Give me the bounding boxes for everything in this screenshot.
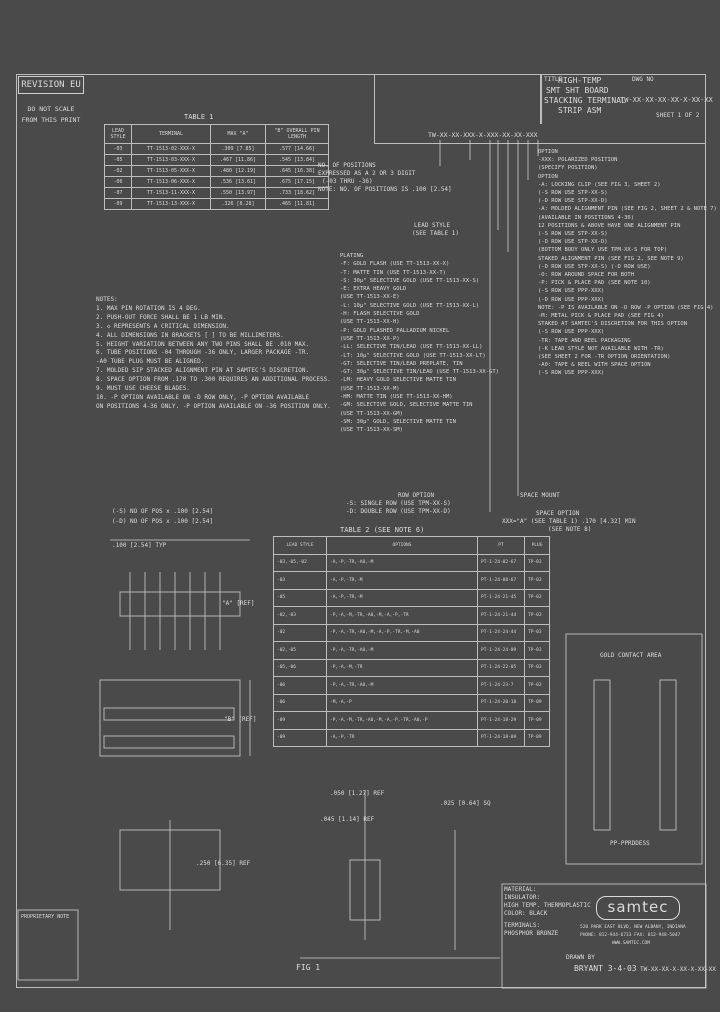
plating-line: PLATING bbox=[340, 253, 364, 259]
table2-cell: PT-1-24-21-44 bbox=[478, 607, 525, 625]
plating-line: -F: GOLD FLASH (USE TT-1513-XX-X) bbox=[340, 261, 450, 268]
table1-cell: -09 bbox=[105, 199, 132, 210]
table2-cell: -P,-A,-TR,-A0,-M bbox=[327, 642, 478, 660]
plating-line: -HM: MATTE TIN (USE TT-1513-XX-HM) bbox=[340, 394, 453, 401]
table2-cell: PT-1-24-18-09 bbox=[478, 729, 525, 747]
lead-style-callout-2: (SEE TABLE 1) bbox=[412, 230, 459, 237]
table1-cell: -02 bbox=[105, 166, 132, 177]
table2-cell: PT-1-24-23-7 bbox=[478, 677, 525, 695]
option-line: (-D ROW USE STP-XX-S) (-D ROW USE) bbox=[538, 263, 651, 270]
sheet-number: SHEET 1 OF 2 bbox=[656, 112, 700, 119]
table1-cell: -03 bbox=[105, 144, 132, 155]
plating-line: (USE TT-1513-XX-P) bbox=[340, 335, 400, 342]
dim-top-2: (-D) NO OF POS x .100 [2.54] bbox=[112, 518, 214, 525]
note-line: NOTES: bbox=[96, 296, 118, 303]
space-mount-label: SPACE MOUNT bbox=[520, 492, 560, 499]
note-line: ON POSITIONS 4-36 ONLY. -P OPTION AVAILABLE ON -36 POSITION ONLY. bbox=[96, 402, 331, 410]
plating-line: -S: 30µ" SELECTIVE GOLD (USE TT-1513-XX-S) bbox=[340, 277, 480, 284]
plating-line: -P: GOLD FLASHED PALLADIUM NICKEL bbox=[340, 327, 450, 334]
company-address: 520 PARK EAST BLVD, NEW ALBANY, INDIANA bbox=[580, 925, 686, 930]
option-line: OPTION bbox=[538, 149, 558, 155]
row-option-1: ROW OPTION bbox=[398, 492, 435, 499]
revision-label: REVISION EU bbox=[18, 76, 84, 94]
dim-top-3: .100 [2.54] TYP bbox=[112, 542, 167, 549]
table2-cell: PT-1-24-24-09 bbox=[478, 642, 525, 660]
plating-line: (USE TT-1513-XX-GM) bbox=[340, 410, 403, 417]
space-option-1: SPACE OPTION bbox=[536, 510, 580, 517]
table1-cell: .550 [13.97] bbox=[211, 188, 266, 199]
option-line: (-S ROW USE STP-XX-S) bbox=[538, 231, 608, 238]
title-line-1: HIGH-TEMP bbox=[558, 76, 602, 85]
detail-box bbox=[566, 634, 702, 864]
note-line: 4. ALL DIMENSIONS IN BRACKETS [ ] TO BE MILLIMETERS. bbox=[96, 331, 284, 339]
table2-cell: PT-1-24-21-45 bbox=[478, 589, 525, 607]
table1-cell: .465 [11.81] bbox=[266, 199, 329, 210]
option-line: (-S ROW USE PPP-XXX) bbox=[538, 329, 605, 336]
table1-cell: -07 bbox=[105, 188, 132, 199]
positions-callout-1: NO. OF POSITIONS bbox=[318, 162, 376, 169]
drawn-by-label: DRAWN BY bbox=[566, 954, 595, 961]
table2-header: LEAD STYLE bbox=[274, 537, 327, 555]
table2-cell: -02,-03 bbox=[274, 607, 327, 625]
table2-cell: -P,-A,-TR,-A0,-M,-A,-P,-TR,-M,-A0 bbox=[327, 624, 478, 642]
table1-cell: .467 [11.86] bbox=[211, 155, 266, 166]
do-not-scale-line-1: DO NOT SCALE bbox=[27, 105, 75, 113]
material-4: COLOR: BLACK bbox=[504, 910, 548, 917]
note-line: -A0 TUBE PLUG MUST BE ALIGNED. bbox=[96, 358, 205, 366]
side-dim-1: .050 [1.27] REF bbox=[330, 790, 385, 797]
table1-cell: .545 [13.84] bbox=[266, 155, 329, 166]
table1-cell: .577 [14.66] bbox=[266, 144, 329, 155]
option-line: (-K LEAD STYLE NOT AVAILABLE WITH -TR) bbox=[538, 345, 664, 352]
option-line: OPTION bbox=[538, 173, 558, 180]
option-line: (-S ROW USE PPP-XXX) bbox=[538, 288, 605, 295]
table2-cell: -M,-A,-P bbox=[327, 694, 478, 712]
table1-cell: .733 [18.62] bbox=[266, 188, 329, 199]
table1-cell: TT-1513-03-XXX-X bbox=[132, 155, 211, 166]
table2-cell: -05 bbox=[274, 589, 327, 607]
note-line: 5. HEIGHT VARIATION BETWEEN ANY TWO PINS SHALL BE .010 MAX. bbox=[96, 340, 310, 348]
row-option-2: -S: SINGLE ROW (USE TPM-XX-S) bbox=[346, 500, 451, 507]
table1-cell: TT-1513-13-XXX-X bbox=[132, 199, 211, 210]
table2-header: PT bbox=[478, 537, 525, 555]
table2-cell: -02,-05 bbox=[274, 642, 327, 660]
option-line: (-D ROW USE STP-XX-D) bbox=[538, 198, 608, 205]
table2-cell: TP-03 bbox=[525, 642, 550, 660]
table2-cell: -06 bbox=[274, 677, 327, 695]
table2-cell: PT-1-24-22-05 bbox=[478, 659, 525, 677]
title-line-2: SMT SHT BOARD bbox=[546, 86, 609, 95]
option-line: -O: ROW AROUND SPACE FOR BOTH bbox=[538, 272, 635, 279]
material-2: INSULATOR: bbox=[504, 894, 541, 901]
option-line: -A0: TAPE & REEL WITH SPACE OPTION bbox=[538, 362, 651, 369]
option-line: (-D ROW USE PPP-XXX) bbox=[538, 296, 605, 303]
table2-cell: -P,-A,-M,-TR,-A0,-M,-A,-P,-TR,-A0,-P bbox=[327, 712, 478, 730]
note-line: 8. SPACE OPTION FROM .170 TO .300 REQUIRES AN ADDITIONAL PROCESS. bbox=[96, 376, 331, 384]
plating-line: -GM: SELECTIVE GOLD, SELECTIVE MATTE TIN bbox=[340, 402, 473, 409]
plating-line: -LM: HEAVY GOLD SELECTIVE MATTE TIN bbox=[340, 377, 456, 384]
table2-cell: -P,-A,-M,-TR bbox=[327, 659, 478, 677]
table2-cell: -09 bbox=[274, 729, 327, 747]
table2-cell: PT-1-24-08-67 bbox=[478, 572, 525, 590]
table2-cell: -03 bbox=[274, 572, 327, 590]
option-line: STAKED AT SAMTEC'S DISCRETION FOR THIS OPTION bbox=[538, 321, 688, 328]
plating-line: -LL: SELECTIVE TIN/LEAD (USE TT-1513-XX-LL) bbox=[340, 344, 483, 351]
table1-cell: TT-1513-02-XXX-X bbox=[132, 144, 211, 155]
title-label: TITLE bbox=[544, 76, 563, 83]
option-line: (-S ROW USE PPP-XXX) bbox=[538, 370, 605, 377]
table2-cell: -A,-P,-TR bbox=[327, 729, 478, 747]
option-line: (SEE SHEET 2 FOR -TR OPTION ORIENTATION) bbox=[538, 354, 671, 361]
table2-cell: -A,-P,-TR,-M bbox=[327, 589, 478, 607]
table2-cell: -02 bbox=[274, 624, 327, 642]
fig1-label: FIG 1 bbox=[296, 963, 321, 972]
option-line: -A: LOCKING CLIP (SEE FIG 3, SHEET 2) bbox=[538, 181, 661, 188]
table2-cell: TP-03 bbox=[525, 572, 550, 590]
option-line: STAKED ALIGNMENT PIN (SEE FIG 2, SEE NOTE 9) bbox=[538, 255, 684, 262]
material-1: MATERIAL: bbox=[504, 886, 537, 893]
plating-line: -H: FLASH SELECTIVE GOLD bbox=[340, 311, 420, 318]
note-line: 3. ◇ REPRESENTS A CRITICAL DIMENSION. bbox=[96, 322, 230, 330]
option-line: -M: METAL PICK & PLACE PAD (SEE FIG 4) bbox=[538, 313, 664, 320]
plating-line: -SM: 30µ" GOLD, SELECTIVE MATTE TIN bbox=[340, 418, 456, 425]
table2-cell: TP-09 bbox=[525, 712, 550, 730]
plating-line: -T: MATTE TIN (USE TT-1513-XX-T) bbox=[340, 269, 446, 276]
table2-cell: TP-09 bbox=[525, 729, 550, 747]
plating-line: (USE TT-1513-XX-SM) bbox=[340, 427, 403, 434]
company-phone: PHONE: 812-944-6733 FAX: 812-948-5047 bbox=[580, 933, 681, 938]
option-line: NOTE: -P IS AVAILABLE ON -D ROW -P OPTION (SEE FIG 4) bbox=[538, 304, 714, 311]
connector-front-view bbox=[100, 680, 240, 756]
plating-line: (USE TT-1513-XX-E) bbox=[340, 294, 400, 301]
table2-cell: -A,-P,-TR,-M bbox=[327, 572, 478, 590]
option-line: -TR: TAPE AND REEL PACKAGING bbox=[538, 337, 631, 344]
positions-callout-2: EXPRESSED AS A 2 OR 3 DIGIT bbox=[318, 170, 416, 177]
table2-cell: -06 bbox=[274, 694, 327, 712]
table2-cell: PT-1-24-20-18 bbox=[478, 694, 525, 712]
note-line: 9. MUST USE CHEESE BLADES. bbox=[96, 385, 190, 393]
proprietary-note: PROPRIETARY NOTE bbox=[21, 914, 70, 920]
option-line: (-D ROW USE STP-XX-D) bbox=[538, 239, 608, 246]
plating-line: (USE TT-1513-XX-H) bbox=[340, 319, 400, 326]
table2-cell: TP-03 bbox=[525, 624, 550, 642]
dim-a-ref: "A" [REF] bbox=[222, 600, 255, 607]
dim-top-1: (-S) NO OF POS x .100 [2.54] bbox=[112, 508, 214, 515]
plating-line: (USE TT-1513-XX-M) bbox=[340, 385, 400, 392]
table1-title: TABLE 1 bbox=[184, 113, 214, 121]
table1-header: LEAD STYLE bbox=[105, 125, 132, 144]
option-line: -P: PICK & PLACE PAD (SEE NOTE 10) bbox=[538, 280, 651, 287]
table1-header: "B" OVERALL PIN LENGTH bbox=[266, 125, 329, 144]
table2-cell: TP-03 bbox=[525, 554, 550, 572]
space-option-3: (SEE NOTE 8) bbox=[548, 526, 592, 533]
gold-area-label: GOLD CONTACT AREA bbox=[600, 652, 662, 659]
table2-cell: -09 bbox=[274, 712, 327, 730]
positions-callout-3: (-03 THRU -36) bbox=[322, 178, 373, 185]
note-line: 2. PUSH-OUT FORCE SHALL BE 1 LB MIN. bbox=[96, 313, 227, 321]
table1-cell: TT-1513-11-XXX-X bbox=[132, 188, 211, 199]
table2-cell: -03,-05,-02 bbox=[274, 554, 327, 572]
note-line: 1. MAX PIN ROTATION IS 4 DEG. bbox=[96, 304, 201, 312]
row-option-3: -D: DOUBLE ROW (USE TPM-XX-D) bbox=[346, 508, 451, 515]
table1-cell: TT-1513-05-XXX-X bbox=[132, 166, 211, 177]
table2-cell: -P,-A,-M,-TR,-A0,-M,-A,-P,-TR bbox=[327, 607, 478, 625]
dwg-label: DWG NO bbox=[632, 76, 654, 83]
title-line-4: STRIP ASM bbox=[558, 106, 602, 115]
table1-cell: .645 [16.38] bbox=[266, 166, 329, 177]
plating-line: -LT: 10µ" SELECTIVE GOLD (USE TT-1513-XX-LT) bbox=[340, 352, 486, 359]
table1-cell: TT-1513-06-XXX-X bbox=[132, 177, 211, 188]
material-5: TERMINALS: bbox=[504, 922, 541, 929]
title-line-3: STACKING TERMINAL bbox=[544, 96, 626, 105]
plating-line: -E: EXTRA HEAVY GOLD bbox=[340, 286, 407, 293]
table1-cell: -06 bbox=[105, 177, 132, 188]
table1-cell: .675 [17.15] bbox=[266, 177, 329, 188]
dwg-number: TW-XX-XX-XX-XX-X-XX-XX bbox=[620, 96, 713, 104]
drawn-by: BRYANT 3-4-03 bbox=[574, 964, 637, 973]
dim-b-ref: "B" [REF] bbox=[224, 716, 257, 723]
table2-cell: TP-03 bbox=[525, 677, 550, 695]
note-line: 6. TUBE POSITIONS -04 THROUGH -36 ONLY, LARGER PACKAGE -TR. bbox=[96, 349, 310, 357]
side-dim-3: .045 [1.14] REF bbox=[320, 816, 375, 823]
plating-line: -GT: SELECTIVE TIN/LEAD PREPLATE, TIN bbox=[340, 360, 463, 367]
material-3: HIGH TEMP. THERMOPLASTIC bbox=[504, 902, 591, 909]
plating-line: -GT: 30µ" SELECTIVE TIN/LEAD (USE TT-1513-XX-GT) bbox=[340, 369, 499, 376]
part-number-pattern: TW-XX-XX-XXX-X-XXX-XX-XX-XXX bbox=[428, 131, 538, 139]
option-line: (-S ROW USE STP-XX-S) bbox=[538, 190, 608, 197]
option-line: (BOTTOM BODY ONLY USE TPM-XX-S FOR TOP) bbox=[538, 247, 668, 254]
table2-cell: PT-1-24-24-44 bbox=[478, 624, 525, 642]
note-line: 7. MOLDED SIP STACKED ALIGNMENT PIN AT SAMTEC'S DISCRETION. bbox=[96, 367, 310, 375]
option-line: (SPECIFY POSITION) bbox=[538, 165, 598, 172]
detail-pin-left bbox=[594, 680, 610, 830]
note-line: 10. -P OPTION AVAILABLE ON -D ROW ONLY, -P OPTION AVAILABLE bbox=[96, 393, 310, 401]
table2-cell: TP-03 bbox=[525, 589, 550, 607]
table2-header: OPTIONS bbox=[327, 537, 478, 555]
side-dim-2: .025 [0.64] SQ bbox=[440, 800, 491, 807]
table2-cell: PT-1-24-18-29 bbox=[478, 712, 525, 730]
lead-style-callout-1: LEAD STYLE bbox=[414, 222, 451, 229]
table2-cell: TP-03 bbox=[525, 607, 550, 625]
option-line: 12 POSITIONS & ABOVE HAVE ONE ALIGNMENT PIN bbox=[538, 222, 681, 229]
file-name: TW-XX-XX-X-XX-X-XX-XX bbox=[640, 966, 716, 973]
fig-pp-label: PP-PPRDDESS bbox=[610, 840, 650, 847]
option-line: -A: MOLDED ALIGNMENT PIN (SEE FIG 2, SHEET 2 & NOTE 7) bbox=[538, 206, 717, 213]
table2-cell: PT-1-24-02-67 bbox=[478, 554, 525, 572]
table1-cell: .326 [8.28] bbox=[211, 199, 266, 210]
connector-body-lower bbox=[104, 736, 234, 748]
samtec-logo: samtec bbox=[596, 896, 680, 920]
plating-line: -L: 10µ" SELECTIVE GOLD (USE TT-1513-XX-L) bbox=[340, 302, 480, 309]
table2-cell: TP-09 bbox=[525, 694, 550, 712]
table1-cell: .480 [12.19] bbox=[211, 166, 266, 177]
material-6: PHOSPHOR BRONZE bbox=[504, 930, 559, 937]
table2-cell: -05,-06 bbox=[274, 659, 327, 677]
company-web: WWW.SAMTEC.COM bbox=[612, 941, 650, 946]
table2-cell: TP-03 bbox=[525, 659, 550, 677]
table2-header: PLUG bbox=[525, 537, 550, 555]
table1-cell: .309 [7.85] bbox=[211, 144, 266, 155]
do-not-scale-line-2: FROM THIS PRINT bbox=[21, 116, 81, 124]
positions-callout-4: NOTE: NO. OF POSITIONS IS .100 [2.54] bbox=[318, 186, 452, 193]
table1-header: TERMINAL bbox=[132, 125, 211, 144]
option-line: (AVAILABLE IN POSITIONS 4-36) bbox=[538, 214, 635, 221]
table2-cell: -A,-P,-TR,-A0,-M bbox=[327, 554, 478, 572]
table2-cell: -P,-A,-TR,-A0,-M bbox=[327, 677, 478, 695]
connector-body-upper bbox=[104, 708, 234, 720]
detail-pin-right bbox=[660, 680, 676, 830]
table1-cell: .536 [13.61] bbox=[211, 177, 266, 188]
table1-header: MAX "A" bbox=[211, 125, 266, 144]
option-line: -XXX: POLARIZED POSITION bbox=[538, 157, 618, 164]
table1-cell: -05 bbox=[105, 155, 132, 166]
space-option-2: XXX="A" (SEE TABLE 1) .170 [4.32] MIN bbox=[502, 518, 636, 525]
table2-title: TABLE 2 (SEE NOTE 6) bbox=[340, 526, 425, 534]
dim-ref-2: .250 [6.35] REF bbox=[196, 860, 251, 867]
